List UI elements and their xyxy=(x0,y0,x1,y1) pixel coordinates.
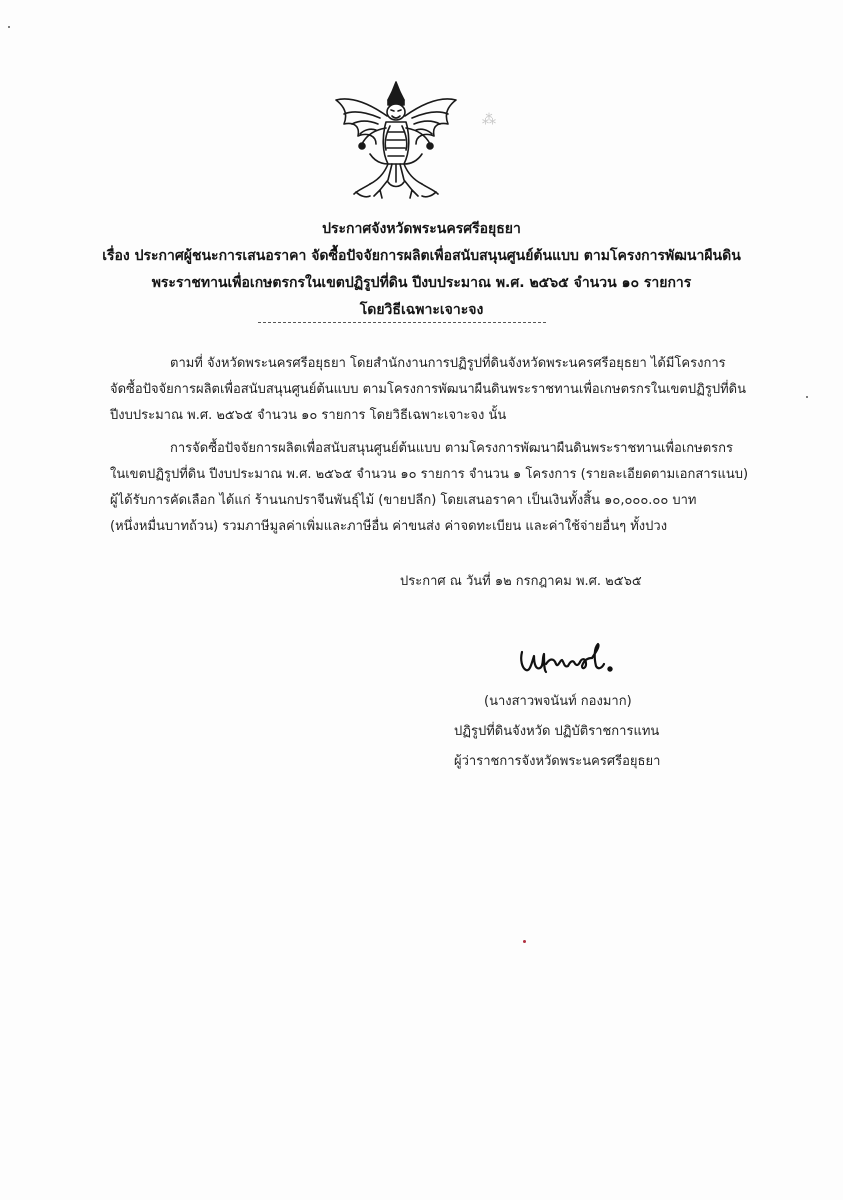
paragraph-2-line-3: ผู้ได้รับการคัดเลือก ได้แก่ ร้านนกปราจีนพันธุ์ไม้ (ขายปลีก) โดยเสนอราคา เป็นเงินทั้งสิ้น ๑๐,๐๐๐.๐๐ บาท xyxy=(110,493,697,508)
paragraph-2-line-1: การจัดซื้อปัจจัยการผลิตเพื่อสนับสนุนศูนย์ต้นแบบ ตามโครงการพัฒนาผืนดินพระราชทานเพื่อเกษตรกร xyxy=(170,441,734,456)
paragraph-2-line-4: (หนึ่งหมื่นบาทถ้วน) รวมภาษีมูลค่าเพิ่มและภาษีอื่น ค่าขนส่ง ค่าจดทะเบียน และค่าใช้จ่ายอื่นๆ ทั้งปวง xyxy=(110,519,668,534)
signatory-position-2: ผู้ว่าราชการจังหวัดพระนครศรีอยุธยา xyxy=(454,754,661,769)
garuda-emblem-icon xyxy=(330,78,462,202)
subject-line-3: โดยวิธีเฉพาะเจาะจง xyxy=(359,302,484,318)
header-divider xyxy=(258,322,546,323)
paragraph-1-line-3: ปีงบประมาณ พ.ศ. ๒๕๖๕ จำนวน ๑๐ รายการ โดยวิธีเฉพาะเจาะจง นั้น xyxy=(110,408,507,423)
paragraph-2-line-2: ในเขตปฏิรูปที่ดิน ปีงบประมาณ พ.ศ. ๒๕๖๕ จำนวน ๑๐ รายการ จำนวน ๑ โครงการ (รายละเอียดตามเอกสารแนบ) xyxy=(110,467,749,482)
subject-line-2: พระราชทานเพื่อเกษตรกรในเขตปฏิรูปที่ดิน ปีงบประมาณ พ.ศ. ๒๕๖๕ จำนวน ๑๐ รายการ xyxy=(151,275,692,291)
announcement-heading: ประกาศจังหวัดพระนครศรีอยุธยา xyxy=(322,221,521,237)
ink-speck xyxy=(523,940,526,943)
signatory-name: (นางสาวพจนันท์ กองมาก) xyxy=(484,694,632,709)
scan-dot xyxy=(806,396,808,398)
paragraph-1-line-2: จัดซื้อปัจจัยการผลิตเพื่อสนับสนุนศูนย์ต้นแบบ ตามโครงการพัฒนาผืนดินพระราชทานเพื่อเกษตรกรในเขตปฏิรูปที่ดิน xyxy=(110,382,746,397)
scan-dot xyxy=(8,26,10,28)
handwritten-signature xyxy=(516,638,622,680)
paragraph-1-line-1: ตามที่ จังหวัดพระนครศรีอยุธยา โดยสำนักงานการปฏิรูปที่ดินจังหวัดพระนครศรีอยุธยา ได้มีโครงการ xyxy=(170,356,726,371)
announcement-date: ประกาศ ณ วันที่ ๑๒ กรกฎาคม พ.ศ. ๒๕๖๕ xyxy=(400,574,642,589)
signatory-position-1: ปฏิรูปที่ดินจังหวัด ปฏิบัติราชการแทน xyxy=(454,724,660,739)
subject-line-1: เรื่อง ประกาศผู้ชนะการเสนอราคา จัดซื้อปัจจัยการผลิตเพื่อสนับสนุนศูนย์ต้นแบบ ตามโครงการพัฒนาผืนดิน xyxy=(102,248,741,264)
faint-stamp-mark: ⁂ xyxy=(482,112,496,128)
